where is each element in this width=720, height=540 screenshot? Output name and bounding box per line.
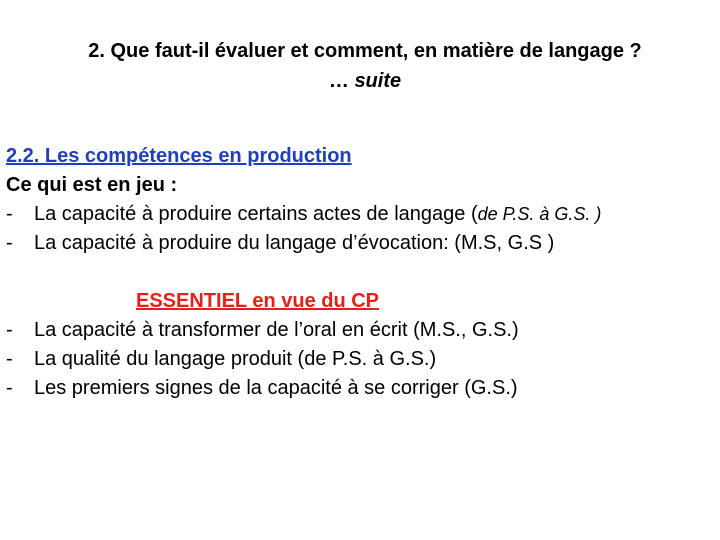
list-item [6,200,714,229]
title-line-1: 2. Que faut-il évaluer et comment, en matière de langage ? [88,40,642,62]
list-item [6,374,714,403]
title-suite: suite [354,70,402,92]
list-item-text: La capacité à produire du langage d’évocation: (M.S, G.S ) [34,232,555,254]
bullet-dash: - [6,203,13,225]
list-item-text: La qualité du langage produit (de P.S. à G.S.) [34,348,437,370]
list-item-text: La capacité à transformer de l’oral en écrit (M.S., G.S.) [34,319,519,341]
title-line-2 [40,66,690,96]
title-ellipsis: … [328,70,355,92]
list-item [6,345,714,374]
list-item-text-main: La capacité à produire certains actes de langage ( [34,203,478,225]
list-item-text-italic: de P.S. à G.S. ) [477,204,602,224]
section-subheading: Ce qui est en jeu : [6,174,178,196]
bullet-dash: - [6,319,13,341]
bullet-dash: - [6,348,13,370]
list-item [6,316,714,345]
bullet-dash: - [6,377,13,399]
section-heading: 2.2. Les compétences en production [6,145,352,167]
slide-title [40,36,690,96]
list-item [6,229,714,258]
list-item-text [34,200,601,229]
essentiel-heading: ESSENTIEL en vue du CP [136,290,380,312]
slide-body [6,142,714,403]
bullet-dash: - [6,232,13,254]
list-item-text: Les premiers signes de la capacité à se corriger (G.S.) [34,377,518,399]
spacer [6,258,714,287]
